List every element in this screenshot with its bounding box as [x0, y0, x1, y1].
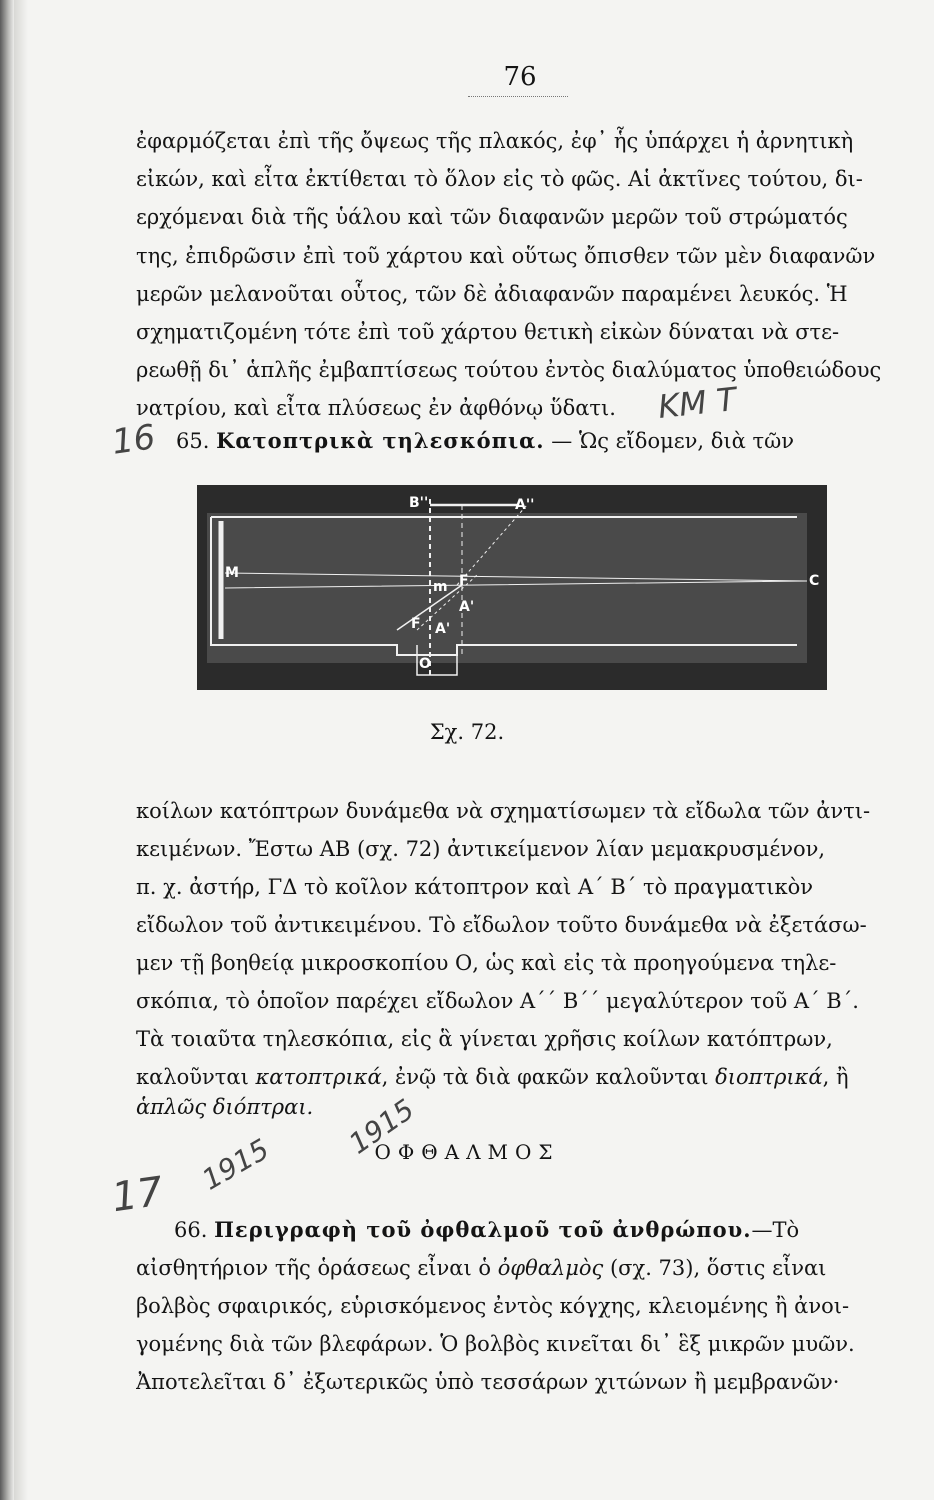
paragraph-line: της, ἐπιδρῶσιν ἐπὶ τοῦ χάρτου καὶ οὕτως ὄπισθεν τῶν μὲν διαφανῶν [136, 244, 876, 268]
handwritten-signature: 1915 [196, 1132, 275, 1197]
text-run: αἰσθητήριον τῆς ὁράσεως εἶναι ὁ [136, 1256, 498, 1280]
paragraph-line: Τὰ τοιαῦτα τηλεσκόπια, εἰς ἃ γίνεται χρῆσις κοίλων κατόπτρων, [136, 1027, 833, 1051]
handwritten-signature: 1915 [342, 1092, 421, 1161]
paragraph-line: π. χ. ἀστήρ, ΓΔ τὸ κοῖλον κάτοπτρον καὶ Α΄ Β΄ τὸ πραγματικὸν [136, 875, 813, 899]
paragraph-line: Ἀποτελεῖται δ᾽ ἐξωτερικῶς ὑπὸ τεσσάρων χιτώνων ἢ μεμβρανῶν· [136, 1370, 840, 1394]
telescope-diagram [197, 485, 827, 690]
page-number: 76 [503, 62, 537, 92]
paragraph-line: ερχόμεναι διὰ τῆς ὑάλου καὶ τῶν διαφανῶν μερῶν τοῦ στρώματός [136, 205, 848, 229]
paragraph-line: βολβὸς σφαιρικός, εὑρισκόμενος ἐντὸς κόγχης, κλειομένης ἢ ἀνοι- [136, 1294, 850, 1318]
section-heading: Περιγραφὴ τοῦ ὀφθαλμοῦ τοῦ ἀνθρώπου. [214, 1217, 752, 1242]
section-title: ΟΦΘΑΛΜΟΣ [374, 1140, 560, 1164]
paragraph-line: μεν τῇ βοηθείᾳ μικροσκοπίου Ο, ὡς καὶ εἰς τὰ προηγούμενα τηλε- [136, 951, 837, 975]
paragraph-line: κοίλων κατόπτρων δυνάμεθα νὰ σχηματίσωμεν τὰ εἴδωλα τῶν ἀντι- [136, 799, 871, 823]
label-C: C [809, 573, 820, 589]
paragraph-line: κειμένων. Ἔστω ΑΒ (σχ. 72) ἀντικείμενον λίαν μεμακρυσμένον, [136, 837, 826, 861]
paragraph-line [136, 1253, 906, 1283]
text-run: , ἢ [822, 1065, 849, 1089]
section-text: —Τὸ [751, 1218, 800, 1242]
section-number: 66. [174, 1218, 208, 1242]
paragraph-line: ἐφαρμόζεται ἐπὶ τῆς ὄψεως τῆς πλακός, ἐφ᾽ ἧς ὑπάρχει ἡ ἀρνητικὴ [136, 129, 854, 153]
paragraph-line: γομένης διὰ τῶν βλεφάρων. Ὁ βολβὸς κινεῖται δι᾽ ἓξ μικρῶν μυῶν. [136, 1332, 855, 1356]
paragraph-line: νατρίου, καὶ εἶτα πλύσεως ἐν ἀφθόνῳ ὕδατι. [136, 396, 616, 420]
text-run: , ἐνῷ τὰ διὰ φακῶν καλοῦνται [381, 1065, 716, 1089]
figure-caption: Σχ. 72. [429, 720, 505, 744]
italic-term: ὀφθαλμὸς [497, 1256, 604, 1280]
handwritten-note: ΚΜ Τ [656, 380, 739, 426]
paragraph-line: σχηματιζομένη τότε ἐπὶ τοῦ χάρτου θετικὴ εἰκὼν δύναται νὰ στε- [136, 320, 840, 344]
italic-term: κατοπτρικά [255, 1065, 382, 1089]
label-M: M [225, 565, 239, 581]
label-B2: B'' [409, 495, 429, 511]
label-A1: A' [459, 599, 475, 615]
label-F1: F [459, 573, 469, 589]
paragraph-line [136, 1062, 906, 1092]
page-gutter [14, 0, 28, 1500]
paragraph-line: σκόπια, τὸ ὁποῖον παρέχει εἴδωλον Α΄΄ Β΄΄ μεγαλύτερον τοῦ Α΄ Β΄. [136, 989, 859, 1013]
section-65-line [176, 426, 906, 456]
section-text: — Ὡς εἴδομεν, διὰ τῶν [551, 429, 794, 453]
label-A1b: A' [435, 621, 451, 637]
text-run: (σχ. 73), ὅστις εἶναι [603, 1256, 827, 1280]
label-A2: A'' [515, 497, 535, 513]
text-run: καλοῦνται [136, 1065, 256, 1089]
section-66-line [174, 1215, 906, 1245]
section-number: 65. [176, 429, 210, 453]
page-number-rule [468, 96, 568, 97]
page-edge [0, 0, 14, 1500]
handwritten-number: 17 [109, 1168, 166, 1222]
figure-72 [197, 485, 827, 690]
paragraph-line: ρεωθῇ δι᾽ ἁπλῆς ἐμβαπτίσεως τούτου ἐντὸς διαλύματος ὑποθειώδους [136, 358, 882, 382]
italic-term: διοπτρικά [715, 1065, 823, 1089]
paragraph-line: εἰκών, καὶ εἶτα ἐκτίθεται τὸ ὅλον εἰς τὸ φῶς. Αἱ ἀκτῖνες τούτου, δι- [136, 167, 863, 191]
paragraph-line: μερῶν μελανοῦται οὗτος, τῶν δὲ ἀδιαφανῶν παραμένει λευκός. Ἡ [136, 282, 848, 306]
paragraph-line: ἁπλῶς διόπτραι. [136, 1095, 314, 1119]
section-heading: Κατοπτρικὰ τηλεσκόπια. [216, 428, 545, 453]
handwritten-number: 16 [109, 417, 158, 463]
label-F2: F [411, 616, 421, 632]
label-m: m [433, 579, 448, 595]
label-O: O [419, 656, 431, 672]
paragraph-line: εἴδωλον τοῦ ἀντικειμένου. Τὸ εἴδωλον τοῦτο δυνάμεθα νὰ ἐξετάσω- [136, 913, 867, 937]
